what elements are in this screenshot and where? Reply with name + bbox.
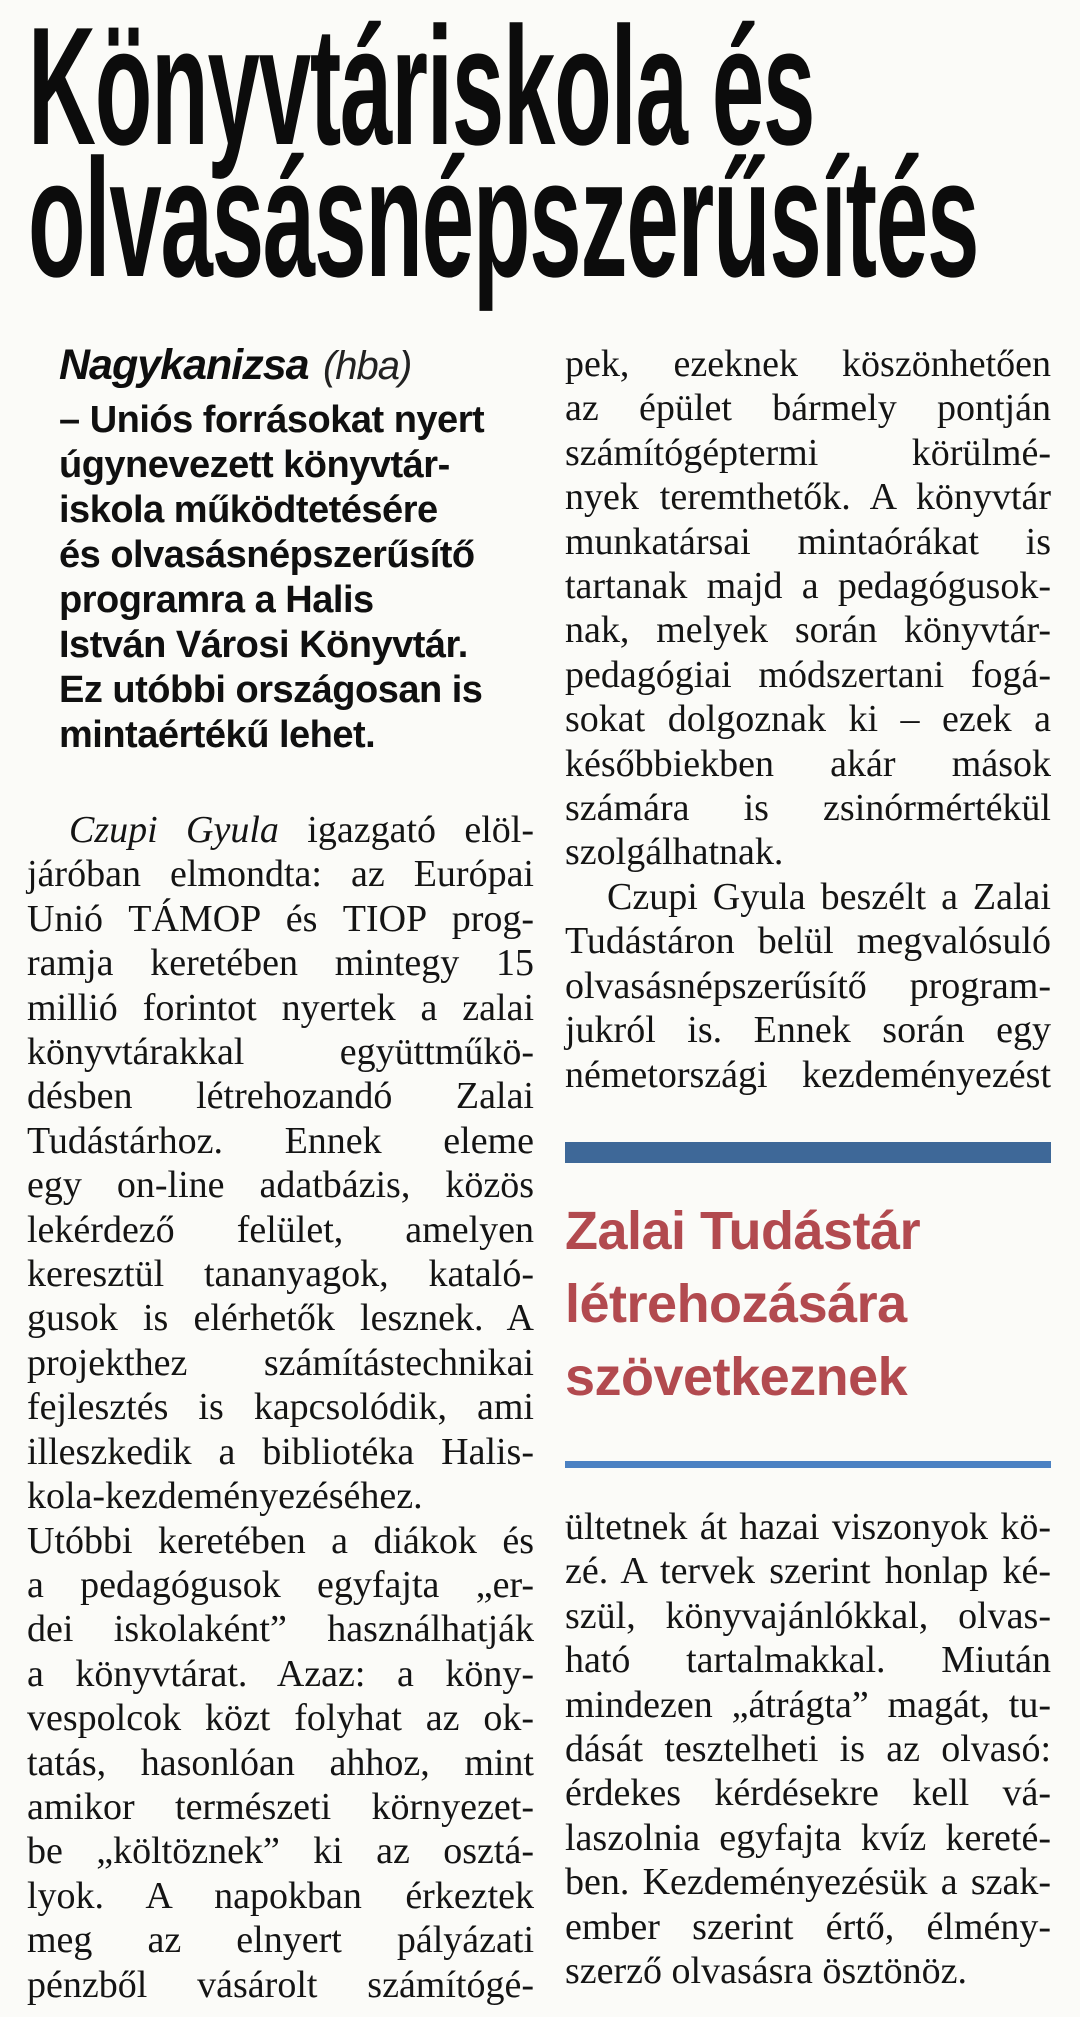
body-text-line: szolgálhatnak.	[565, 831, 784, 874]
body-text-line: dását tesztelheti is az olvasó:	[565, 1727, 1051, 1770]
body-text-line: fejlesztés is kapcsolódik, ami	[27, 1386, 534, 1429]
headline-line: olvasásnépszerűsítés	[28, 124, 979, 312]
body-text-line: pek, ezeknek köszönhetően	[565, 343, 1051, 385]
body-text-line: vespolcok közt folyhat az ok-	[27, 1697, 534, 1740]
body-text-line: németországi kezdeményezést	[565, 1053, 1051, 1096]
pull-quote-line: Zalai Tudástár	[565, 1200, 921, 1261]
body-text-line: ember szerint értő, élmény-	[565, 1905, 1051, 1948]
left-body-text	[27, 808, 534, 2007]
lead-paragraph	[59, 398, 534, 758]
body-text-line: lekérdező felület, amelyen	[27, 1208, 534, 1251]
body-text-line: későbbiekben akár mások	[565, 742, 1051, 785]
body-text-line: könyvtárakkal együttműkö-	[27, 1031, 534, 1074]
body-text-line: sokat dolgoznak ki – ezek a	[565, 698, 1051, 741]
body-text-line: amikor természeti környezet-	[27, 1785, 534, 1828]
body-text-line: nyek teremthetők. A könyvtár	[565, 476, 1051, 519]
body-text-line: a könyvtárat. Azaz: a köny-	[27, 1652, 534, 1695]
lead-line: – Uniós forrásokat nyert	[59, 399, 485, 441]
dateline-credit: (hba)	[322, 344, 412, 388]
body-text-line: nak, melyek során könyvtár-	[565, 609, 1051, 652]
right-column	[565, 342, 1051, 1993]
body-text-line: kola-kezdeményezéséhez.	[27, 1475, 423, 1518]
body-text-line: Tudástáron belül megvalósuló	[565, 920, 1051, 963]
pull-quote-line: létrehozására	[565, 1273, 907, 1334]
pull-quote	[565, 1195, 1051, 1414]
body-text-line: ültetnek át hazai viszonyok kö-	[565, 1505, 1051, 1548]
body-text-line: tatás, hasonlóan ahhoz, mint	[27, 1741, 534, 1784]
body-text-line: pénzből vásárolt számítógé-	[27, 1963, 534, 2006]
lead-line: úgynevezett könyvtár-	[59, 444, 450, 486]
pull-quote-bottom-rule	[565, 1461, 1051, 1468]
pull-quote-top-rule	[565, 1142, 1051, 1163]
body-text-line: ben. Kezdeményezésük a szak-	[565, 1861, 1051, 1904]
body-text-line: érdekes kérdésekre kell vá-	[565, 1772, 1051, 1815]
body-text-line: az épület bármely pontján	[565, 387, 1051, 430]
body-text-line: dei iskolaként” használhatják	[27, 1608, 534, 1651]
body-text-line: egy on-line adatbázis, közös	[27, 1164, 534, 1207]
body-text-line: Unió TÁMOP és TIOP prog-	[27, 897, 534, 940]
body-text-line: illeszkedik a bibliotéka Halis-	[27, 1430, 534, 1473]
body-text-line: laszolnia egyfajta kvíz kereté-	[565, 1816, 1051, 1859]
lead-line: programra a Halis	[59, 579, 374, 621]
body-text-line: tartanak majd a pedagógusok-	[565, 565, 1051, 608]
body-text-line: Tudástárhoz. Ennek eleme	[27, 1119, 534, 1162]
body-text-line: Utóbbi keretében a diákok és	[27, 1519, 534, 1562]
body-text-line: Czupi Gyula igazgató elöl-	[69, 809, 534, 851]
body-text-line: lyok. A napokban érkeztek	[27, 1874, 534, 1917]
body-text-line: jukról is. Ennek során egy	[565, 1009, 1051, 1052]
body-text-line: be „költöznek” ki az osztá-	[27, 1830, 534, 1873]
body-text-line: szül, könyvajánlókkal, olvas-	[565, 1594, 1051, 1637]
body-text-line: számítógéptermi körülmé-	[565, 431, 1051, 474]
lead-line: István Városi Könyvtár.	[59, 624, 468, 666]
headline	[28, 0, 1080, 312]
body-text-line: olvasásnépszerűsítő program-	[565, 964, 1051, 1007]
body-text-line: désben létrehozandó Zalai	[27, 1075, 534, 1118]
body-text-line: gusok is elérhetők lesznek. A	[27, 1297, 534, 1340]
body-text-line: munkatársai mintaórákat is	[565, 520, 1051, 563]
headline-line: Könyvtáriskola és	[28, 0, 815, 180]
right-body-text-bottom	[565, 1505, 1051, 1993]
body-text-line: projekthez számítástechnikai	[27, 1341, 534, 1384]
right-body-text-top	[565, 342, 1051, 1097]
pull-quote-line: szövetkeznek	[565, 1346, 908, 1407]
lead-line: és olvasásnépszerűsítő	[59, 534, 475, 576]
dateline	[59, 342, 534, 398]
body-text-line: a pedagógusok egyfajta „er-	[27, 1563, 534, 1606]
body-text-line: keresztül tananyagok, kataló-	[27, 1253, 534, 1296]
body-text-line: számára is zsinórmértékül	[565, 787, 1051, 830]
body-text-line: ramja keretében mintegy 15	[27, 942, 534, 985]
body-text-line: járóban elmondta: az Európai	[27, 853, 534, 896]
body-text-line: pedagógiai módszertani fogá-	[565, 653, 1051, 696]
lead-line: mintaértékű lehet.	[59, 714, 376, 756]
lead-line: iskola működtetésére	[59, 489, 438, 531]
body-text-line: zé. A tervek szerint honlap ké-	[565, 1550, 1051, 1593]
lead-line: Ez utóbbi országosan is	[59, 669, 483, 711]
body-text-line: mindezen „átrágta” magát, tu-	[565, 1683, 1051, 1726]
body-text-line: Czupi Gyula beszélt a Zalai	[607, 875, 1051, 918]
body-text-line: ható tartalmakkal. Miután	[565, 1639, 1051, 1682]
body-text-line: meg az elnyert pályázati	[27, 1919, 534, 1962]
left-column	[27, 342, 534, 2007]
body-text-line: szerző olvasásra ösztönöz.	[565, 1949, 968, 1992]
dateline-location: Nagykanizsa	[59, 341, 309, 389]
body-text-line: millió forintot nyertek a zalai	[27, 986, 534, 1029]
